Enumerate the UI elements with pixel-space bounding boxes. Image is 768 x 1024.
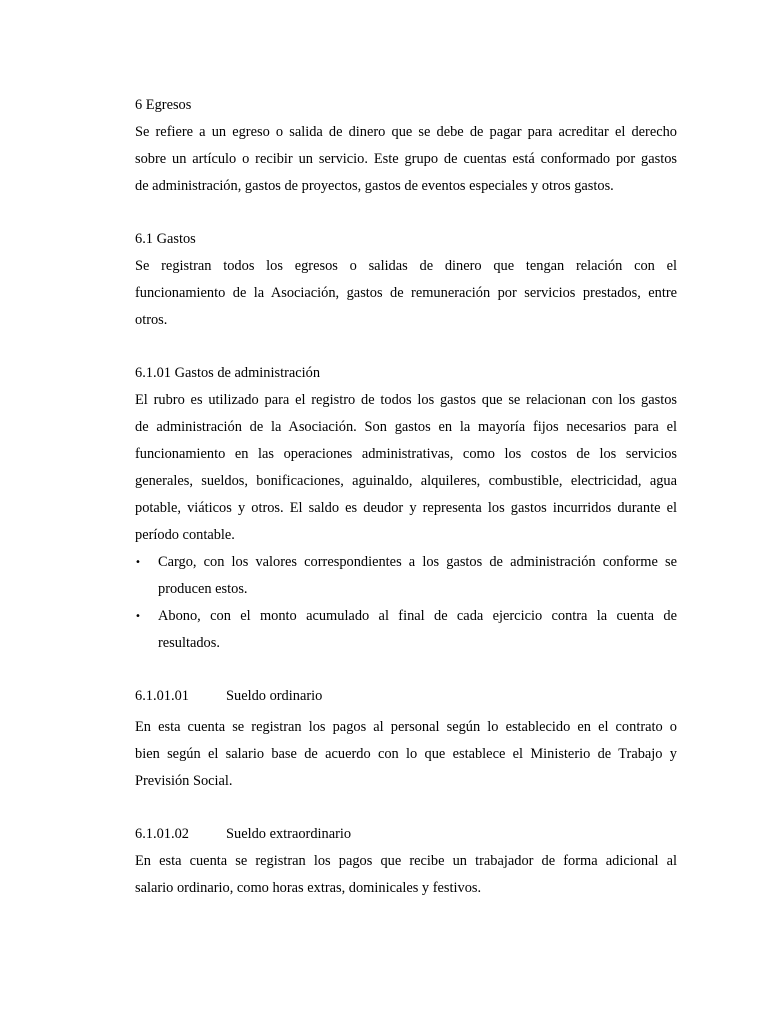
paragraph-line: El rubro es utilizado para el registro de todos los gastos que se relacionan con los gastos [135, 392, 677, 408]
section-heading: 6.1.01 Gastos de administración [135, 365, 321, 381]
section-heading: 6.1 Gastos [135, 231, 196, 247]
paragraph-line: Se registran todos los egresos o salidas de dinero que tengan relación con el [135, 258, 677, 274]
paragraph-line: En esta cuenta se registran los pagos que recibe un trabajador de forma adicional al [135, 853, 677, 869]
bullet-line: producen estos. [158, 581, 248, 597]
bullet-icon: • [135, 611, 141, 622]
paragraph-line: de administración, gastos de proyectos, gastos de eventos especiales y otros gastos. [135, 178, 614, 194]
bullet-item-abono [135, 603, 677, 657]
bullet-icon: • [135, 557, 141, 568]
paragraph-line: otros. [135, 312, 168, 328]
paragraph-line: potable, viáticos y otros. El saldo es deudor y representa los gastos incurridos durante el [135, 500, 677, 516]
paragraph-line: En esta cuenta se registran los pagos al personal según lo establecido en el contrato o [135, 719, 677, 735]
paragraph-line: período contable. [135, 527, 235, 543]
paragraph-line: sobre un artículo o recibir un servicio. Este grupo de cuentas está conformado por gastos [135, 151, 677, 167]
account-code: 6.1.01.02 [135, 826, 189, 842]
bullet-item-cargo [135, 549, 677, 603]
account-name: Sueldo extraordinario [226, 826, 352, 842]
account-code: 6.1.01.01 [135, 688, 189, 704]
section-egresos [135, 92, 677, 200]
bullet-line: resultados. [158, 635, 220, 651]
account-sueldo-ordinario [135, 683, 677, 795]
account-sueldo-extraordinario [135, 821, 677, 902]
paragraph-line: bien según el salario base de acuerdo con lo que establece el Ministerio de Trabajo y [135, 746, 677, 762]
paragraph-line: Previsión Social. [135, 773, 233, 789]
paragraph-line: generales, sueldos, bonificaciones, aguinaldo, alquileres, combustible, electricidad, agua [135, 473, 677, 489]
paragraph-line: funcionamiento de la Asociación, gastos de remuneración por servicios prestados, entre [135, 285, 677, 301]
bullet-line: Cargo, con los valores correspondientes a los gastos de administración conforme se [158, 554, 677, 570]
paragraph-line: Se refiere a un egreso o salida de dinero que se debe de pagar para acreditar el derecho [135, 124, 677, 140]
paragraph-line: salario ordinario, como horas extras, dominicales y festivos. [135, 880, 482, 896]
account-heading [135, 683, 677, 710]
document-page [135, 92, 677, 902]
account-heading [135, 821, 677, 848]
account-name: Sueldo ordinario [226, 688, 323, 704]
paragraph-line: funcionamiento en las operaciones administrativas, como los costos de los servicios [135, 446, 677, 462]
section-heading: 6 Egresos [135, 97, 192, 113]
section-gastos [135, 226, 677, 334]
bullet-line: Abono, con el monto acumulado al final de cada ejercicio contra la cuenta de [158, 608, 677, 624]
section-gastos-administracion [135, 360, 677, 657]
paragraph-line: de administración de la Asociación. Son gastos en la mayoría fijos necesarios para el [135, 419, 677, 435]
